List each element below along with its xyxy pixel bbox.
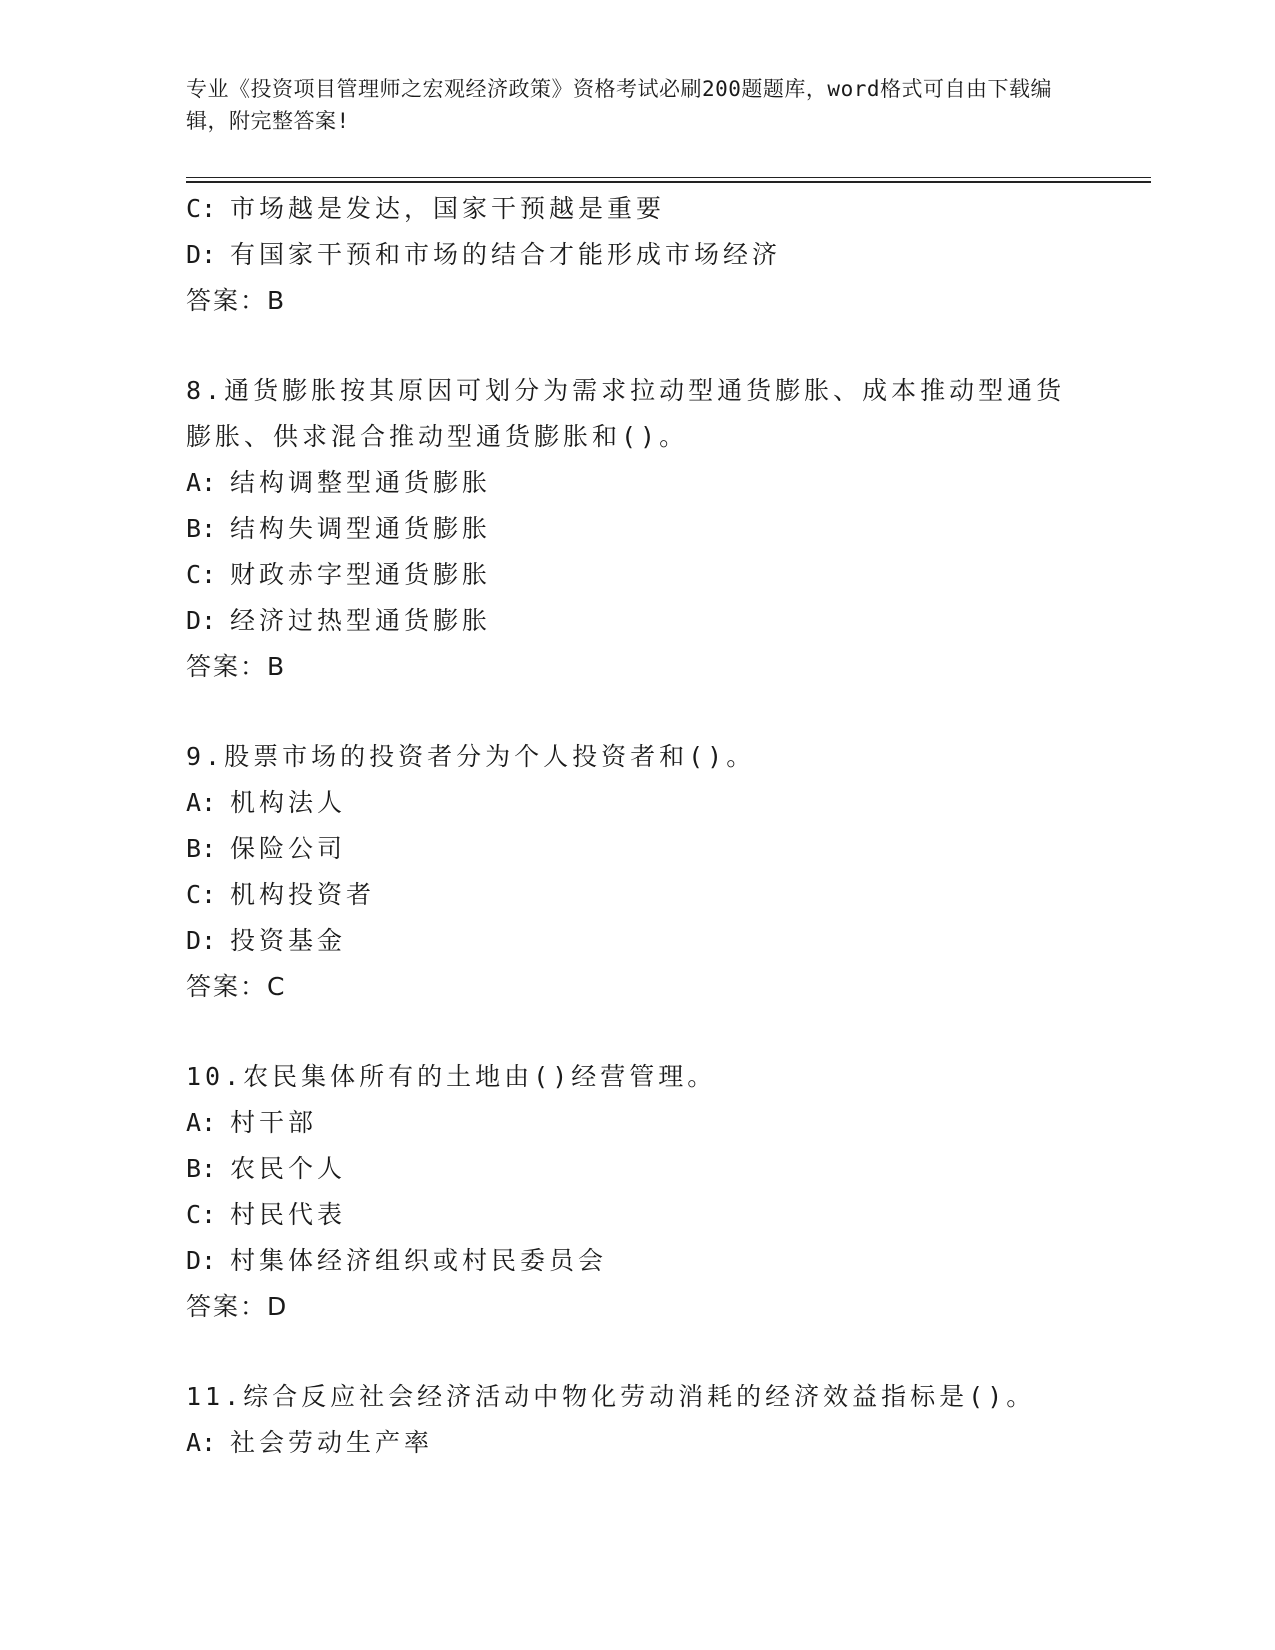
- option-d: D: 投资基金: [186, 926, 347, 955]
- option-d: D: 村集体经济组织或村民委员会: [186, 1246, 608, 1275]
- question-9: [186, 734, 1086, 1010]
- header-title: 专业《投资项目管理师之宏观经济政策》资格考试必刷200题题库，word格式可自由下载编辑，附完整答案!: [186, 77, 1052, 133]
- option-c: C: 财政赤字型通货膨胀: [186, 560, 492, 589]
- option-a: A: 机构法人: [186, 788, 347, 817]
- option-c: C: 市场越是发达，国家干预越是重要: [186, 194, 666, 223]
- option-a: A: 结构调整型通货膨胀: [186, 468, 492, 497]
- question-11: [186, 1374, 1086, 1466]
- option-d: D: 经济过热型通货膨胀: [186, 606, 492, 635]
- option-b: B: 农民个人: [186, 1154, 347, 1183]
- document-header: [186, 73, 1066, 137]
- question-stem: 9.股票市场的投资者分为个人投资者和()。: [186, 742, 756, 771]
- option-a: A: 村干部: [186, 1108, 318, 1137]
- header-divider-thin: [186, 177, 1151, 178]
- option-c: C: 村民代表: [186, 1200, 347, 1229]
- question-stem: 10.农民集体所有的土地由()经营管理。: [186, 1062, 717, 1091]
- answer: 答案：C: [186, 972, 287, 1001]
- answer: 答案：D: [186, 1292, 289, 1321]
- answer: 答案：B: [186, 286, 287, 315]
- question-10: [186, 1054, 1086, 1330]
- option-b: B: 保险公司: [186, 834, 347, 863]
- answer: 答案：B: [186, 652, 287, 681]
- option-c: C: 机构投资者: [186, 880, 376, 909]
- question-stem: 8.通货膨胀按其原因可划分为需求拉动型通货膨胀、成本推动型通货膨胀、供求混合推动型通货膨胀和()。: [186, 376, 1066, 451]
- question-list: [186, 186, 1086, 1466]
- option-d: D: 有国家干预和市场的结合才能形成市场经济: [186, 240, 782, 269]
- question-stem: 11.综合反应社会经济活动中物化劳动消耗的经济效益指标是()。: [186, 1382, 1036, 1411]
- question-8: [186, 368, 1086, 690]
- option-b: B: 结构失调型通货膨胀: [186, 514, 492, 543]
- continued-question: [186, 186, 1086, 324]
- header-divider-thick: [186, 181, 1151, 183]
- option-a: A: 社会劳动生产率: [186, 1428, 434, 1457]
